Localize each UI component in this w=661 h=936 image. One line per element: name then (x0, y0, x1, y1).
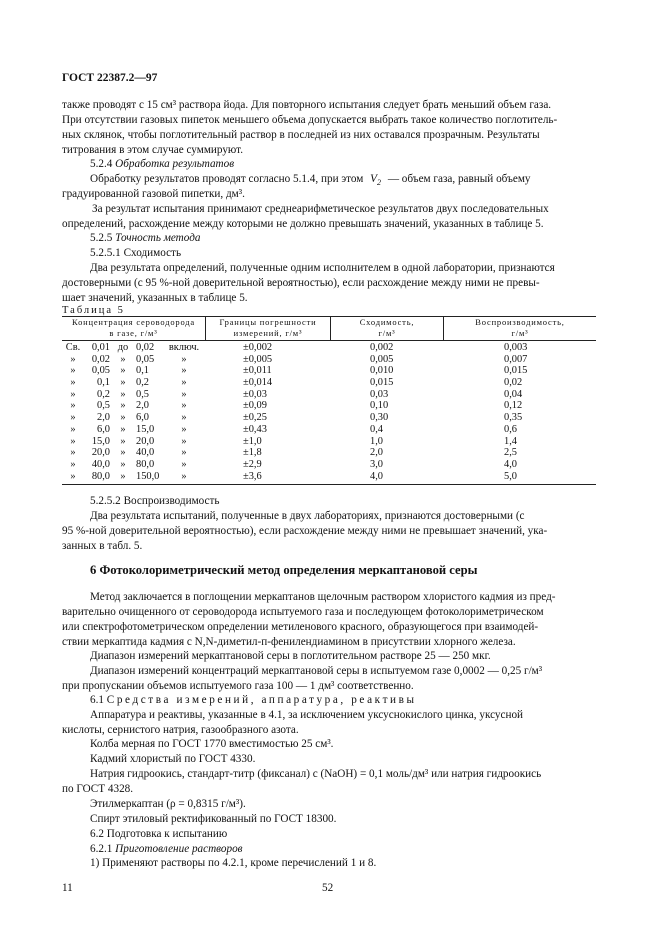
table-cell: 2,0 (136, 400, 149, 412)
table-cell: 0,30 (370, 412, 389, 424)
table-cell: 80,0 (136, 458, 155, 470)
table-cell: 0,4 (370, 423, 383, 435)
table-cell: 15,0 (136, 423, 155, 435)
table-cell: ±2,9 (243, 458, 262, 470)
paragraph-line: За результат испытания принимают среднеарифметическое результатов двух последовательных (92, 203, 549, 215)
subsection-title: Приготовление растворов (115, 843, 243, 855)
paragraph-line: Два результата определений, полученные одним исполнителем в одной лаборатории, признаются (90, 262, 555, 274)
list-item: Этилмеркаптан (ρ = 0,8315 г/м³). (90, 798, 246, 810)
subsection-number: 5.2.4 (90, 158, 113, 170)
table-cell: » (181, 423, 187, 435)
table-cell: 0,5 (136, 388, 149, 400)
subsection-title: Обработка результатов (115, 158, 235, 170)
table-header-concentration: Концентрация сероводорода в газе, г/м³ (72, 317, 195, 338)
paragraph-line: градуированной газовой пипетки, дм³. (62, 188, 245, 200)
table-cell: 4,0 (370, 470, 383, 482)
paragraph-line: титрования в этом случае суммируют. (62, 144, 243, 156)
table-cell: 5,0 (504, 470, 517, 482)
table-cell: » (181, 353, 187, 365)
table-cell: включ. (168, 342, 200, 353)
table-cell: 0,1 (136, 365, 149, 377)
table-cell: » (120, 447, 126, 459)
table-cell: 0,002 (370, 342, 394, 353)
table-cell: 0,05 (136, 353, 155, 365)
column-conc-to-word (113, 342, 133, 482)
table-cell: ±3,6 (243, 470, 262, 482)
table-cell: » (120, 400, 126, 412)
section-heading-6: 6 Фотоколориметрический метод определения меркаптановой серы (90, 563, 478, 577)
paragraph-line: достоверными (с 95 %-ной доверительной вероятностью), если расхождение между ними не превы- (62, 277, 540, 289)
table-cell: » (120, 423, 126, 435)
subsection-title: Средства измерений, аппаратура, реактивы (106, 694, 417, 706)
table-cell: » (70, 353, 76, 365)
paragraph-line: шает значений, указанных в таблице 5. (62, 292, 248, 304)
table-cell: ±0,09 (243, 400, 267, 412)
footer-left-number: 11 (62, 882, 73, 894)
table-cell: 40,0 (136, 447, 155, 459)
table-rule-bottom (62, 484, 596, 485)
table-cell: ±0,25 (243, 412, 267, 424)
table-cell: 0,003 (504, 342, 528, 353)
subsection-number: 6.1 (90, 694, 104, 706)
table-cell: 2,0 (97, 412, 110, 424)
table-cell: » (181, 470, 187, 482)
table-cell: 0,005 (370, 353, 394, 365)
paragraph-line: Диапазон измерений меркаптановой серы в поглотительном растворе 25 — 250 мкг. (90, 650, 491, 662)
table-cell: » (70, 400, 76, 412)
table-cell: 0,1 (97, 377, 110, 389)
list-item: по ГОСТ 4328. (62, 783, 134, 795)
table-cell: 20,0 (136, 435, 155, 447)
table-caption: Таблица 5 (62, 305, 125, 316)
table-cell: 0,02 (91, 353, 110, 365)
table-cell: » (70, 447, 76, 459)
list-item: Кадмий хлористый по ГОСТ 4330. (90, 753, 256, 765)
table-cell: » (120, 377, 126, 389)
column-reproducibility (504, 342, 564, 482)
table-cell: 0,5 (97, 400, 110, 412)
table-cell: » (70, 388, 76, 400)
paragraph-line: ствии меркаптида кадмия с N,N-диметил-п-фенилендиамином в присутствии хлорного железа. (62, 636, 516, 648)
table-cell: 0,2 (136, 377, 149, 389)
table-cell: » (120, 353, 126, 365)
table-cell: 2,0 (370, 447, 383, 459)
column-conc-suffix (166, 342, 202, 482)
table-cell: 0,015 (504, 365, 528, 377)
table-cell: » (181, 400, 187, 412)
paragraph-line: варительно очищенного от сероводорода испытуемого газа и последующем фотоколориметрическом (62, 606, 544, 618)
table-cell: » (70, 470, 76, 482)
table-cell: 4,0 (504, 458, 517, 470)
column-conc-to (136, 342, 168, 482)
table-cell: 20,0 (91, 447, 110, 459)
paragraph-line: Диапазон измерений концентраций меркаптановой серы в испытуемом газе 0,0002 — 0,25 г/м³ (90, 665, 543, 677)
table-cell: » (181, 447, 187, 459)
column-conc-prefix (64, 342, 82, 482)
table-rule-header (62, 340, 596, 341)
table-cell: ±0,005 (243, 353, 273, 365)
table-cell: 6,0 (97, 423, 110, 435)
table-cell: » (70, 412, 76, 424)
table-cell: 150,0 (136, 470, 160, 482)
column-repeatability (370, 342, 430, 482)
paragraph-line: При отсутствии газовых пипеток меньшего объема допускается выбрать такое количество поглотитель- (62, 114, 558, 126)
table-cell: » (181, 435, 187, 447)
list-item: Спирт этиловый ректификованный по ГОСТ 18300. (90, 813, 337, 825)
paragraph-line: при пропускании объемов испытуемого газа 100 — 1 дм³ соответственно. (62, 680, 414, 692)
table-cell: 0,007 (504, 353, 528, 365)
table-cell: » (120, 388, 126, 400)
table-cell: 40,0 (91, 458, 110, 470)
subsection-heading-61 (90, 693, 417, 707)
subsection-heading-525 (90, 231, 200, 245)
table-cell: 0,02 (136, 342, 155, 353)
paragraph-line: занных в табл. 5. (62, 540, 143, 552)
table-cell: 0,01 (91, 342, 110, 353)
table-cell: » (70, 423, 76, 435)
subsection-heading-524 (90, 157, 234, 171)
table-header-reproducibility: Воспроизводимость, г/м³ (475, 317, 565, 338)
column-conc-from (82, 342, 110, 482)
table-cell: Св. (65, 342, 81, 353)
list-item: 1) Применяют растворы по 4.2.1, кроме перечислений 1 и 8. (90, 857, 377, 869)
table-cell: ±0,014 (243, 377, 273, 389)
table-cell: до (117, 342, 129, 353)
table-cell: ±1,0 (243, 435, 262, 447)
table-cell: » (70, 377, 76, 389)
table-cell: 0,6 (504, 423, 517, 435)
paragraph-line: 95 %-ной доверительной вероятностью), если расхождение между ними не превышает значений, ука- (62, 525, 548, 537)
table-cell: ±1,8 (243, 447, 262, 459)
paragraph-text: Обработку результатов проводят согласно 5.1.4, при этом (90, 173, 364, 185)
table-cell: » (120, 435, 126, 447)
table-cell: » (70, 458, 76, 470)
table-cell: 0,010 (370, 365, 394, 377)
document-code: ГОСТ 22387.2—97 (62, 72, 158, 84)
table-cell: » (120, 470, 126, 482)
table-cell: 1,4 (504, 435, 517, 447)
paragraph-text: — объем газа, равный объему (387, 173, 531, 185)
table-cell: 0,35 (504, 412, 523, 424)
table-cell: » (181, 388, 187, 400)
subsection-number: 5.2.5 (90, 232, 113, 244)
table-cell: » (70, 365, 76, 377)
table-cell: » (120, 365, 126, 377)
table-cell: 0,05 (91, 365, 110, 377)
list-item: Колба мерная по ГОСТ 1770 вместимостью 25 см³. (90, 738, 334, 750)
table-cell: 3,0 (370, 458, 383, 470)
table-cell: ±0,03 (243, 388, 267, 400)
table-cell: » (181, 412, 187, 424)
table-header-error: Границы погрешности измерений, г/м³ (219, 317, 317, 338)
column-error (243, 342, 313, 482)
table-cell: 0,015 (370, 377, 394, 389)
table-header-repeatability: Сходимость, г/м³ (359, 317, 415, 338)
paragraph-line: определений, расхождение между которыми не должно превышать значений, указанных в таблице 5. (62, 218, 544, 230)
table-cell: » (181, 377, 187, 389)
table-cell: 0,03 (370, 388, 389, 400)
table-cell: 15,0 (91, 435, 110, 447)
table-cell: 0,04 (504, 388, 523, 400)
table-cell: 80,0 (91, 470, 110, 482)
table-cell: ±0,002 (243, 342, 273, 353)
subsection-heading-621 (90, 842, 243, 856)
table-cell: 0,02 (504, 377, 523, 389)
subsection-title: Точность метода (115, 232, 201, 244)
paragraph-line: также проводят с 15 см³ раствора йода. Для повторного испытания следует брать меньший объем газа. (62, 99, 552, 111)
paragraph-line: или спектрофотометрическом определении метиленового красного, образующегося при взаимодей- (62, 621, 539, 633)
table-cell: 1,0 (370, 435, 383, 447)
subsection-number: 6.2.1 (90, 843, 113, 855)
table-cell: » (181, 365, 187, 377)
table-cell: » (70, 435, 76, 447)
table-cell: » (120, 458, 126, 470)
table-cell: » (120, 412, 126, 424)
table-cell: » (181, 458, 187, 470)
table-cell: 6,0 (136, 412, 149, 424)
paragraph-line: ных склянок, чтобы поглотительный раствор в последней из них оставался прозрачным. Результаты (62, 129, 540, 141)
subsection-heading-5252: 5.2.5.2 Воспроизводимость (90, 495, 220, 507)
list-item: Натрия гидроокись, стандарт-титр (фиксанал) с (NaOH) = 0,1 моль/дм³ или натрия гидроокись (90, 768, 542, 780)
table-cell: ±0,011 (243, 365, 272, 377)
subsection-heading-62: 6.2 Подготовка к испытанию (90, 828, 228, 840)
table-cell: 0,12 (504, 400, 523, 412)
table-cell: ±0,43 (243, 423, 267, 435)
v2-symbol: $V_2$ (370, 173, 382, 188)
page-number: 52 (322, 882, 334, 894)
table-cell: 2,5 (504, 447, 517, 459)
paragraph-line: Два результата испытаний, полученные в двух лабораториях, признаются достоверными (с (90, 510, 525, 522)
table-cell: 0,2 (97, 388, 110, 400)
paragraph-line: Аппаратура и реактивы, указанные в 4.1, за исключением уксуснокислого цинка, уксусной (90, 709, 524, 721)
paragraph-line: Метод заключается в поглощении меркаптанов щелочным раствором хлористого кадмия из пред- (90, 591, 556, 603)
paragraph-line: кислоты, сернистого натрия, газообразного азота. (62, 724, 299, 736)
subsection-heading-5251: 5.2.5.1 Сходимость (90, 247, 182, 259)
table-cell: 0,10 (370, 400, 389, 412)
